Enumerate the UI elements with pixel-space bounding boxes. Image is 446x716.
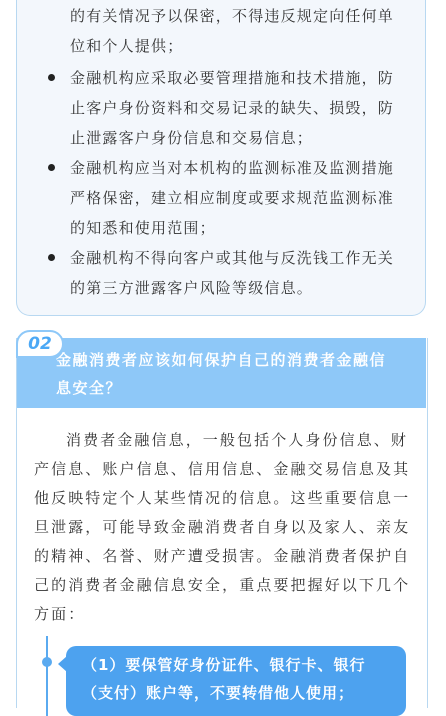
- paragraph-line: 他反映特定个人某些情况的信息。这些重要信息一: [34, 489, 411, 507]
- card-text-line: 金融机构不得向客户或其他与反洗钱工作无关: [70, 249, 395, 267]
- paragraph-line: 的精神、名誉、财产遭受损害。金融消费者保护自: [34, 547, 411, 565]
- card-text-line: 的知悉和使用范围；: [70, 219, 216, 237]
- paragraph-line: 旦泄露，可能导致金融消费者自身以及家人、亲友: [34, 518, 411, 536]
- card-text-line: 严格保密，建立相应制度或要求规范监测标准: [70, 189, 395, 207]
- paragraph-line: 产信息、账户信息、信用信息、金融交易信息及其: [34, 460, 411, 478]
- timeline-dot-icon: [42, 657, 52, 667]
- card-text-line: 的有关情况予以保密，不得违反规定向任何单: [70, 7, 395, 25]
- card-text-line: 金融机构应采取必要管理措施和技术措施，防: [70, 69, 395, 87]
- card-text-line: 的第三方泄露客户风险等级信息。: [70, 279, 314, 297]
- question-title-line: 息安全？: [56, 379, 123, 397]
- tip-text-line: （支付）账户等，不要转借他人使用；: [82, 684, 355, 702]
- bullet-dot-icon: [48, 254, 55, 261]
- card-text-line: 金融机构应当对本机构的监测标准及监测措施: [70, 159, 395, 177]
- paragraph-line: 方面：: [34, 605, 86, 623]
- bullet-dot-icon: [48, 74, 55, 81]
- card-text-line: 止泄露客户身份信息和交易信息；: [70, 129, 314, 147]
- card-text-line: 位和个人提供；: [70, 37, 184, 55]
- question-title-line: 金融消费者应该如何保护自己的消费者金融信: [56, 351, 387, 369]
- tip-text-line: （1）要保管好身份证件、银行卡、银行: [82, 656, 366, 674]
- paragraph-line: 己的消费者金融信息安全，重点要把握好以下几个: [34, 576, 411, 594]
- section-number-badge: 02: [16, 330, 64, 358]
- card-text-line: 止客户身份资料和交易记录的缺失、损毁，防: [70, 99, 395, 117]
- bullet-dot-icon: [48, 164, 55, 171]
- timeline-line: [46, 636, 48, 716]
- paragraph-line: 消费者金融信息，一般包括个人身份信息、财: [66, 431, 409, 449]
